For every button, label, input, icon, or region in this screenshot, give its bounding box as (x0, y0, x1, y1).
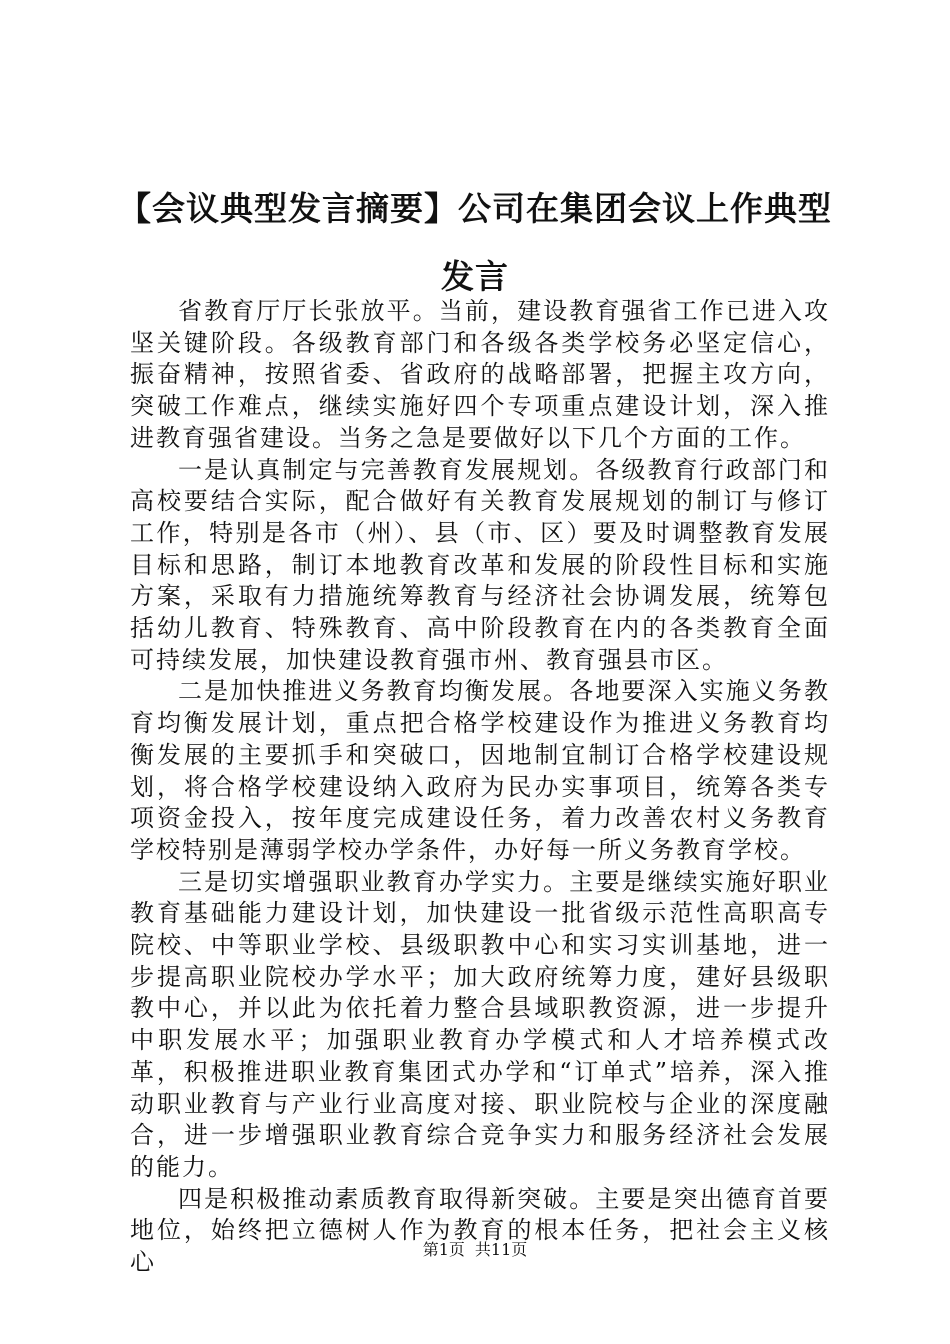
paragraph-point-3: 三是切实增强职业教育办学实力。主要是继续实施好职业教育基础能力建设计划，加快建设一批省级示范性高职高专院校、中等职业学校、县级职教中心和实习实训基地，进一步提高职业院校办学水平；加大政府统筹力度，建好县级职教中心，并以此为依托着力整合县域职教资源，进一步提升中职发展水平；加强职业教育办学模式和人才培养模式改革，积极推进职业教育集团式办学和“订单式”培养，深入推动职业教育与产业行业高度对接、职业院校与企业的深度融合，进一步增强职业教育综合竞争实力和服务经济社会发展的能力。 (130, 867, 830, 1181)
page-number: 第1页 (422, 1240, 465, 1259)
paragraph-point-1: 一是认真制定与完善教育发展规划。各级教育行政部门和高校要结合实际，配合做好有关教育发展规划的制订与修订工作，特别是各市（州）、县（市、区）要及时调整教育发展目标和思路，制订本地教育改革和发展的阶段性目标和实施方案，采取有力措施统筹教育与经济社会协调发展，统筹包括幼儿教育、特殊教育、高中阶段教育在内的各类教育全面可持续发展，加快建设教育强市州、教育强县市区。 (130, 455, 830, 674)
page-total: 共11页 (474, 1240, 528, 1259)
paragraph-point-4: 四是积极推动素质教育取得新突破。主要是突出德育首要地位，始终把立德树人作为教育的根本任务，把社会主义核心 (130, 1184, 830, 1277)
document-title: 【会议典型发言摘要】公司在集团会议上作典型发言 (118, 189, 832, 296)
page-footer (0, 1240, 950, 1260)
paragraph-intro: 省教育厅厅长张放平。当前，建设教育强省工作已进入攻坚关键阶段。各级教育部门和各级各类学校务必坚定信心，振奋精神，按照省委、省政府的战略部署，把握主攻方向，突破工作难点，继续实施好四个专项重点建设计划，深入推进教育强省建设。当务之急是要做好以下几个方面的工作。 (130, 297, 830, 452)
document-body (130, 296, 830, 1279)
paragraph-point-2: 二是加快推进义务教育均衡发展。各地要深入实施义务教育均衡发展计划，重点把合格学校建设作为推进义务教育均衡发展的主要抓手和突破口，因地制宜制订合格学校建设规划，将合格学校建设纳入政府为民办实事项目，统筹各类专项资金投入，按年度完成建设任务，着力改善农村义务教育学校特别是薄弱学校办学条件，办好每一所义务教育学校。 (130, 677, 830, 864)
